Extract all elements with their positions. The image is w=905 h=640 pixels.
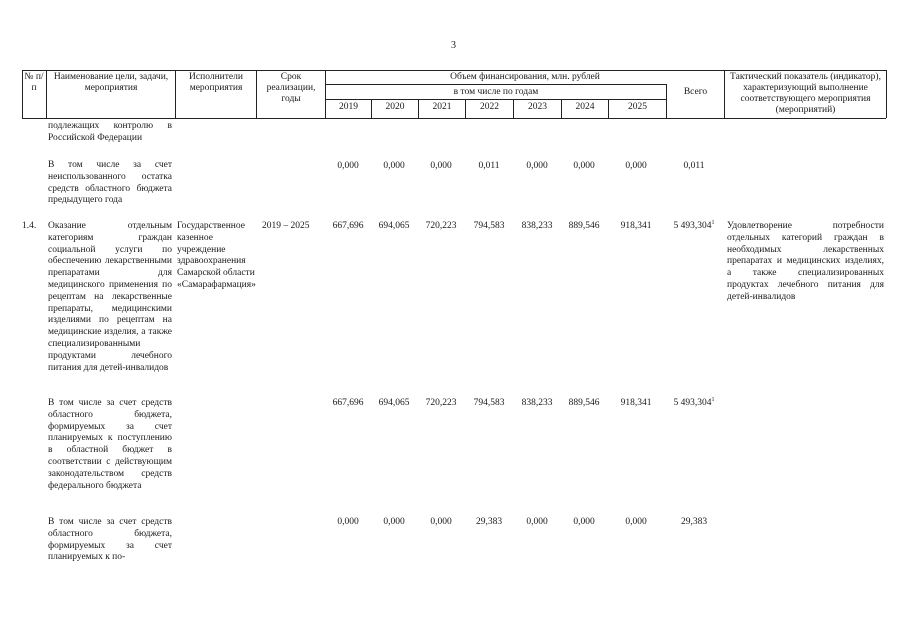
row-value-2025: 0,000 [625,517,647,527]
row-num: 1.4. [22,221,37,231]
header-year-2024: 2024 [575,102,595,112]
row-value-2022: 29,383 [475,517,503,527]
row-value-2019: 667,696 [332,398,364,408]
row-value-2025: 918,341 [620,398,652,408]
row-value-2024: 889,546 [568,398,600,408]
row-value-2019: 0,000 [337,161,359,171]
header-year-2021: 2021 [432,102,452,112]
row-value-2025: 918,341 [620,221,652,231]
row-name: В том числе за счет неиспользованного остатка средств областного бюджета предыдущего года [48,160,172,206]
col-border [886,70,887,118]
row-value-2020: 0,000 [383,161,405,171]
row-value-2020: 694,065 [378,221,410,231]
row-value-2019: 0,000 [337,517,359,527]
row-value-2023: 0,000 [526,161,548,171]
row-value-2021: 720,223 [425,221,457,231]
funding-divider [325,84,666,85]
row-executor: Государственное казенное учреждение здравоохранения Самарской области «Самарафармация» [177,221,256,290]
row-value-2023: 0,000 [526,517,548,527]
row-value-2022: 0,011 [478,161,500,171]
row-value-2021: 0,000 [430,517,452,527]
row-value-total: 0,011 [683,161,705,171]
header-term: Срок реализации, годы [266,72,316,104]
row-value-2022: 794,583 [473,398,505,408]
table-top-border [22,70,886,71]
row-name: подлежащих контролю в Российской Федерации [48,121,172,143]
header-total: Всего [683,87,708,97]
row-value-2024: 0,000 [573,161,595,171]
header-by-years: в том числе по годам [453,87,539,97]
header-year-2025: 2025 [628,102,647,112]
header-num: № п/п [24,72,44,93]
row-value-2020: 694,065 [378,398,410,408]
row-name: Оказание отдельным категориям граждан социальной услуги по обеспечению лекарственными препаратами для медицинского применения по рецептам на лекарственные препараты, медицинскими изделиями по рецептам на медицинские изделия, а также специализированными продуктами лечебного питания для детей-инвалидов [48,221,172,373]
header-year-2019: 2019 [339,102,358,112]
row-value-2020: 0,000 [383,517,405,527]
row-total-text: 5 493,304 [673,398,712,408]
row-term: 2019 – 2025 [262,221,310,231]
row-value-2023: 838,233 [521,221,553,231]
row-value-total: 29,383 [680,517,708,527]
row-total-text: 5 493,304 [673,221,712,231]
row-name: В том числе за счет средств областного бюджета, формируемых за счет планируемых к по- [48,517,172,563]
row-value-2021: 0,000 [430,161,452,171]
years-divider [325,99,666,100]
col-border [724,70,725,118]
row-total-footnote: 1 [711,219,715,226]
header-name: Наименование цели, задачи, мероприятия [53,72,169,93]
row-value-total [662,221,726,232]
row-value-2023: 838,233 [521,398,553,408]
header-executors: Исполнители мероприятия [189,72,243,93]
row-total-footnote: 1 [711,396,715,403]
row-value-2025: 0,000 [625,161,647,171]
row-value-2024: 0,000 [573,517,595,527]
row-value-2021: 720,223 [425,398,457,408]
row-indicator: Удовлетворение потребности отдельных категорий граждан в необходимых лекарственных препаратах и медицинских изделиях, а также специализированных продуктах лечебного питания для детей-инвалидов [727,221,884,302]
header-bottom-border [22,118,886,119]
row-value-total [662,398,726,409]
header-funding: Объем финансирования, млн. рублей [450,72,600,82]
header-indicator: Тактический показатель (индикатор), характеризующий выполнение соответствующего мероприятия (мероприятий) [730,72,881,115]
header-year-2022: 2022 [480,102,499,112]
header-year-2020: 2020 [385,102,405,112]
row-value-2019: 667,696 [332,221,364,231]
header-year-2023: 2023 [528,102,547,112]
row-value-2024: 889,546 [568,221,600,231]
row-name: В том числе за счет средств областного бюджета, формируемых за счет планируемых к поступлению в областной бюджет в соответствии с действующим законодательством средств федерального бюджета [48,398,172,491]
page-number: 3 [451,40,456,51]
row-value-2022: 794,583 [473,221,505,231]
